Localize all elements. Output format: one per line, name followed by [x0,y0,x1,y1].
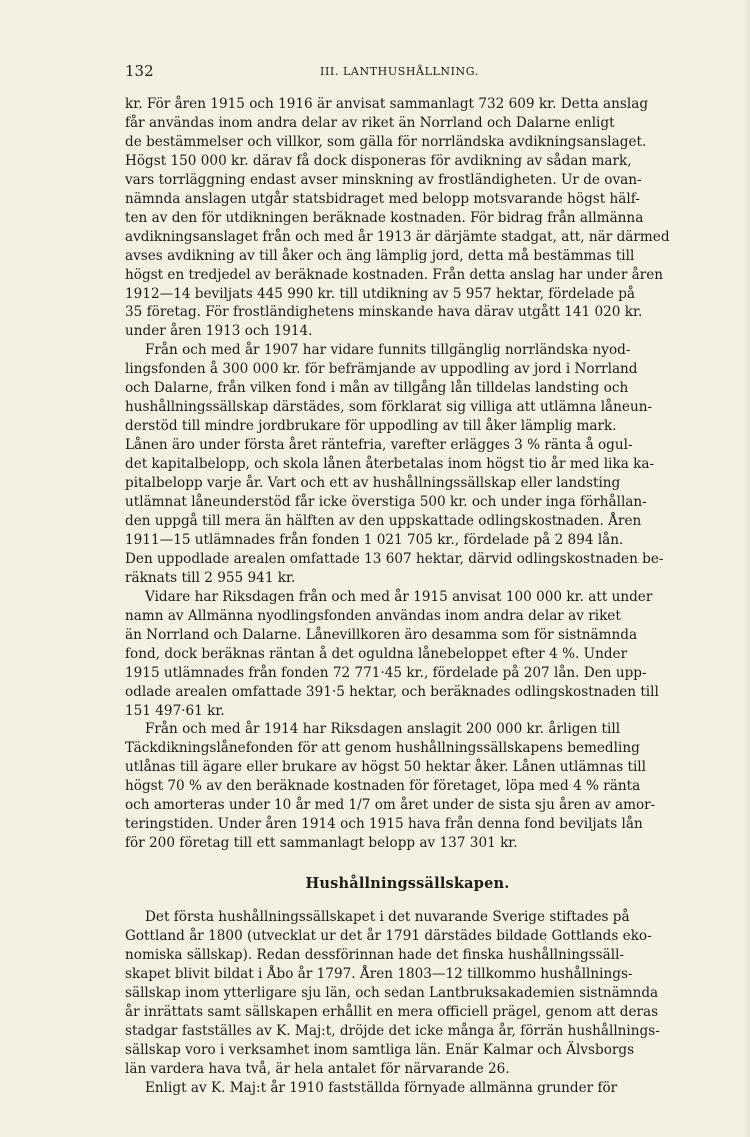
text-line: nomiska sällskap). Redan dessförinnan hade det finska hushållningssäll- [125,946,625,963]
text-line: och amorteras under 10 år med 1/7 om året under de sista sju åren av amor- [125,797,656,814]
page-header [125,60,690,84]
paragraph [125,720,690,853]
text-line: 1912—14 beviljats 445 990 kr. till utdikning av 5 957 hektar, fördelade på [125,285,636,302]
text-line: än Norrland och Dalarne. Lånevillkoren äro desamma som för sistnämnda [125,626,638,643]
text-line: namn av Allmänna nyodlingsfonden användas inom andra delar av riket [125,607,621,624]
text-line: avses avdikning av till åker och äng lämplig jord, detta må bestämmas till [125,247,635,264]
paragraph [125,1079,690,1098]
text-line: derstöd till mindre jordbrukare för uppodling av till åker lämplig mark. [125,418,617,435]
text-line: utlånas till ägare eller brukare av högst 50 hektar åker. Lånen utlämnas till [125,759,647,776]
page-number: 132 [125,62,154,80]
text-line: de bestämmelser och villkor, som gälla för norrländska avdikningsanslaget. [125,133,647,150]
text-line: år inrättats samt sällskapen erhållit en mera officiell prägel, genom att deras [125,1003,659,1020]
text-line: hushållningssällskap därstädes, som förklarat sig villiga att utlämna låneun- [125,399,653,416]
text-line: 151 497·61 kr. [125,702,225,719]
text-line: lingsfonden å 300 000 kr. för befrämjande av uppodling av jord i Norrland [125,361,638,378]
text-line: odlade arealen omfattade 391·5 hektar, och beräknades odlingskostnaden till [125,683,659,700]
paper-edge [744,0,750,1137]
running-head: III. LANTHUSHÅLLNING. [320,65,479,78]
text-line: Den uppodlade arealen omfattade 13 607 hektar, därvid odlingskostnaden be- [125,550,664,567]
text-line: Högst 150 000 kr. därav få dock disponeras för avdikning av sådan mark, [125,152,632,169]
text-line: sällskap inom ytterligare sju län, och sedan Lantbruksakademien sistnämnda [125,984,659,1001]
text-line: Det första hushållningssällskapet i det nuvarande Sverige stiftades på [145,909,630,926]
text-line: 1915 utlämnades från fonden 72 771·45 kr., fördelade på 207 lån. Den upp- [125,664,647,681]
text-line: Enligt av K. Maj:t år 1910 fastställda förnyade allmänna grunder för [145,1079,618,1096]
text-line: sällskap voro i verksamhet inom samtliga län. Enär Kalmar och Älvsborgs [125,1041,635,1058]
text-line: vars torrläggning endast avser minskning av frostländigheten. Ur de ovan- [125,171,642,188]
text-line: 35 företag. För frostländighetens minskande hava därav utgått 141 020 kr. [125,304,643,321]
text-line: den uppgå till mera än hälften av den uppskattade odlingskostnaden. Åren [125,512,642,529]
page-body [125,95,690,1098]
text-line: stadgar fastställes av K. Maj:t, dröjde det icke många år, förrän hushållnings- [125,1022,660,1039]
text-line: ten av den för utdikningen beräknade kostnaden. För bidrag från allmänna [125,209,644,226]
paragraph [125,341,690,587]
section-heading: Hushållningssällskapen. [305,875,510,893]
paragraph [125,95,690,341]
text-line: skapet blivit bildat i Åbo år 1797. Åren 1803—12 tillkommo hushållnings- [125,965,633,982]
text-line: Från och med år 1914 har Riksdagen anslagit 200 000 kr. årligen till [145,721,621,738]
text-line: under åren 1913 och 1914. [125,323,313,340]
text-line: för 200 företag till ett sammanlagt belopp av 137 301 kr. [125,835,518,852]
text-line: teringstiden. Under åren 1914 och 1915 hava från denna fond beviljats lån [125,816,643,833]
text-line: det kapitalbelopp, och skola lånen återbetalas inom högst tio år med lika ka- [125,456,655,473]
text-line: avdikningsanslaget från och med år 1913 är därjämte stadgat, att, när därmed [125,228,670,245]
text-line: Lånen äro under första året räntefria, varefter erlägges 3 % ränta å ogul- [125,437,633,454]
text-line: 1911—15 utlämnades från fonden 1 021 705 kr., fördelade på 2 894 lån. [125,531,624,548]
text-line: räknats till 2 955 941 kr. [125,569,296,586]
paragraph [125,908,690,1079]
text-line: Vidare har Riksdagen från och med år 1915 anvisat 100 000 kr. att under [145,588,653,605]
text-line: högst 70 % av den beräknade kostnaden för företaget, löpa med 4 % ränta [125,778,641,795]
text-line: Täckdikningslånefonden för att genom hushållningssällskapens bemedling [125,740,640,757]
text-line: högst en tredjedel av beräknade kostnaden. Från detta anslag har under åren [125,266,664,283]
text-line: län vardera hava två, är hela antalet för närvarande 26. [125,1060,510,1077]
text-line: utlämnat låneunderstöd får icke överstiga 500 kr. och under inga förhållan- [125,494,647,511]
text-line: nämnda anslagen utgår statsbidraget med belopp motsvarande högst hälf- [125,190,640,207]
paragraph [125,588,690,721]
text-line: kr. För åren 1915 och 1916 är anvisat sammanlagt 732 609 kr. Detta anslag [125,96,649,112]
text-line: Från och med år 1907 har vidare funnits tillgänglig norrländska nyod- [145,342,631,359]
text-line: Gottland år 1800 (utvecklat ur det år 1791 därstädes bildade Gottlands eko- [125,928,652,945]
text-line: och Dalarne, från vilken fond i mån av tillgång lån tilldelas landsting och [125,380,629,397]
text-line: får användas inom andra delar av riket än Norrland och Dalarne enligt [125,114,615,131]
text-line: fond, dock beräknas räntan å det oguldna lånebeloppet efter 4 %. Under [125,645,628,662]
text-line: pitalbelopp varje år. Vart och ett av hushållningssällskap eller landsting [125,475,621,492]
